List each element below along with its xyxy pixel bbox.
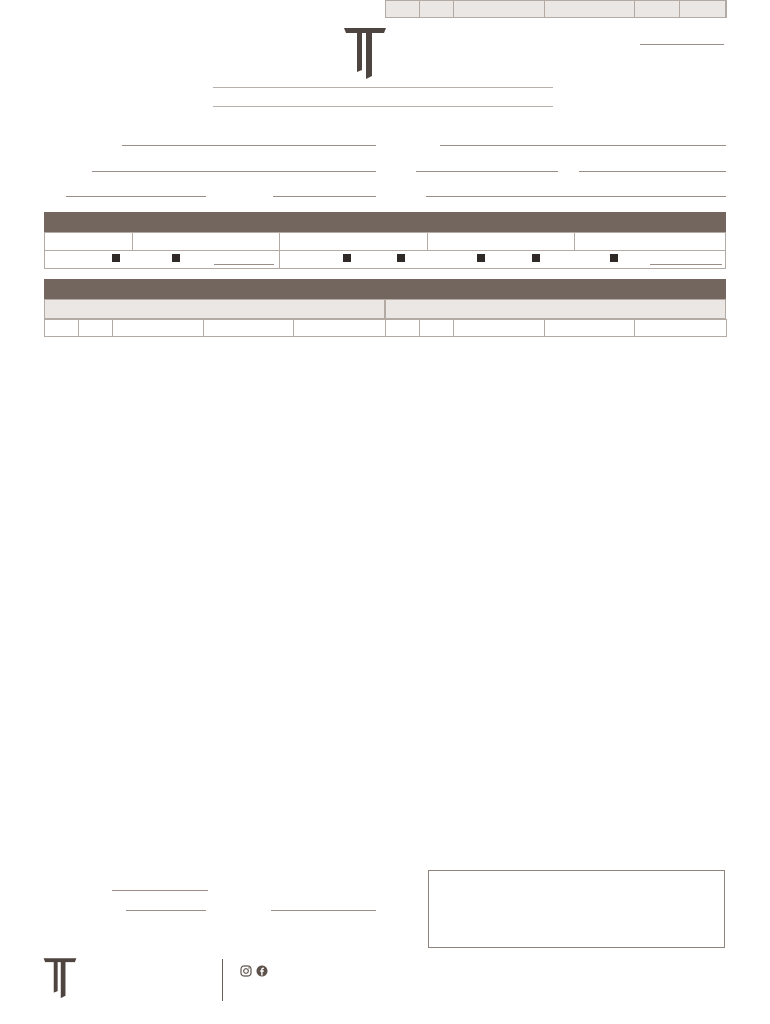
- fax-field[interactable]: [559, 161, 726, 173]
- postal-code-field[interactable]: [207, 186, 376, 198]
- mdf-doors-table: [44, 319, 386, 337]
- material-other-line[interactable]: [650, 264, 722, 265]
- material-34-white-checkbox[interactable]: [397, 254, 409, 263]
- tel-field[interactable]: [396, 161, 558, 173]
- total-pieces-field[interactable]: [207, 900, 376, 912]
- mdf-doors-heading: [44, 299, 385, 319]
- column-header: [680, 1, 727, 18]
- total-drawers-field[interactable]: [44, 900, 206, 912]
- checkbox-icon: [397, 254, 405, 262]
- checkbox-icon: [112, 254, 120, 262]
- material-78-raw-checkbox[interactable]: [477, 254, 489, 263]
- column-header: [454, 1, 545, 18]
- door-style-bar: [44, 212, 726, 232]
- divider-top: [213, 87, 553, 88]
- column-header: [45, 320, 79, 337]
- city-field[interactable]: [44, 186, 206, 198]
- rail-other-line[interactable]: [214, 264, 274, 265]
- checkbox-icon: [532, 254, 540, 262]
- talbot-logo-icon: [342, 24, 388, 80]
- column-header: [204, 320, 294, 337]
- glass-doors-header-row: [386, 1, 727, 18]
- facebook-icon[interactable]: [256, 965, 268, 977]
- column-header: [386, 1, 420, 18]
- glass-doors-table: [385, 0, 727, 18]
- footer-contact-line: [343, 988, 348, 998]
- column-header: [635, 1, 680, 18]
- contact-field[interactable]: [396, 135, 726, 147]
- footer-divider: [222, 959, 223, 1001]
- checkbox-icon: [343, 254, 351, 262]
- column-header: [545, 320, 635, 337]
- column-header: [79, 320, 113, 337]
- column-header: [420, 320, 454, 337]
- email-field[interactable]: [396, 186, 726, 198]
- notes-box[interactable]: [428, 870, 725, 948]
- talbot-footer-logo-icon: [42, 954, 78, 1000]
- drawer-fronts-table: [385, 319, 727, 337]
- checkbox-icon: [172, 254, 180, 262]
- mdf-doors-header-row: [45, 320, 386, 337]
- material-34-raw-checkbox[interactable]: [343, 254, 355, 263]
- column-header: [386, 320, 420, 337]
- checkbox-icon: [610, 254, 618, 262]
- drawer-fronts-heading: [385, 299, 726, 319]
- drawer-fronts-header-row: [386, 320, 727, 337]
- total-doors-field[interactable]: [44, 880, 208, 892]
- address-field[interactable]: [44, 161, 376, 173]
- column-header: [113, 320, 204, 337]
- column-header: [294, 320, 386, 337]
- rail-std-checkbox[interactable]: [112, 254, 124, 263]
- column-header: [454, 320, 545, 337]
- date-field[interactable]: [640, 44, 724, 45]
- material-78-white-checkbox[interactable]: [532, 254, 544, 263]
- column-header: [420, 1, 454, 18]
- divider-bottom: [213, 106, 553, 107]
- item-quantity-bar: [44, 279, 726, 299]
- rail-other-checkbox[interactable]: [172, 254, 184, 263]
- instagram-icon[interactable]: [240, 965, 252, 977]
- checkbox-icon: [477, 254, 485, 262]
- company-name-field[interactable]: [44, 135, 376, 147]
- material-other-checkbox[interactable]: [610, 254, 622, 263]
- column-header: [635, 320, 727, 337]
- column-header: [545, 1, 635, 18]
